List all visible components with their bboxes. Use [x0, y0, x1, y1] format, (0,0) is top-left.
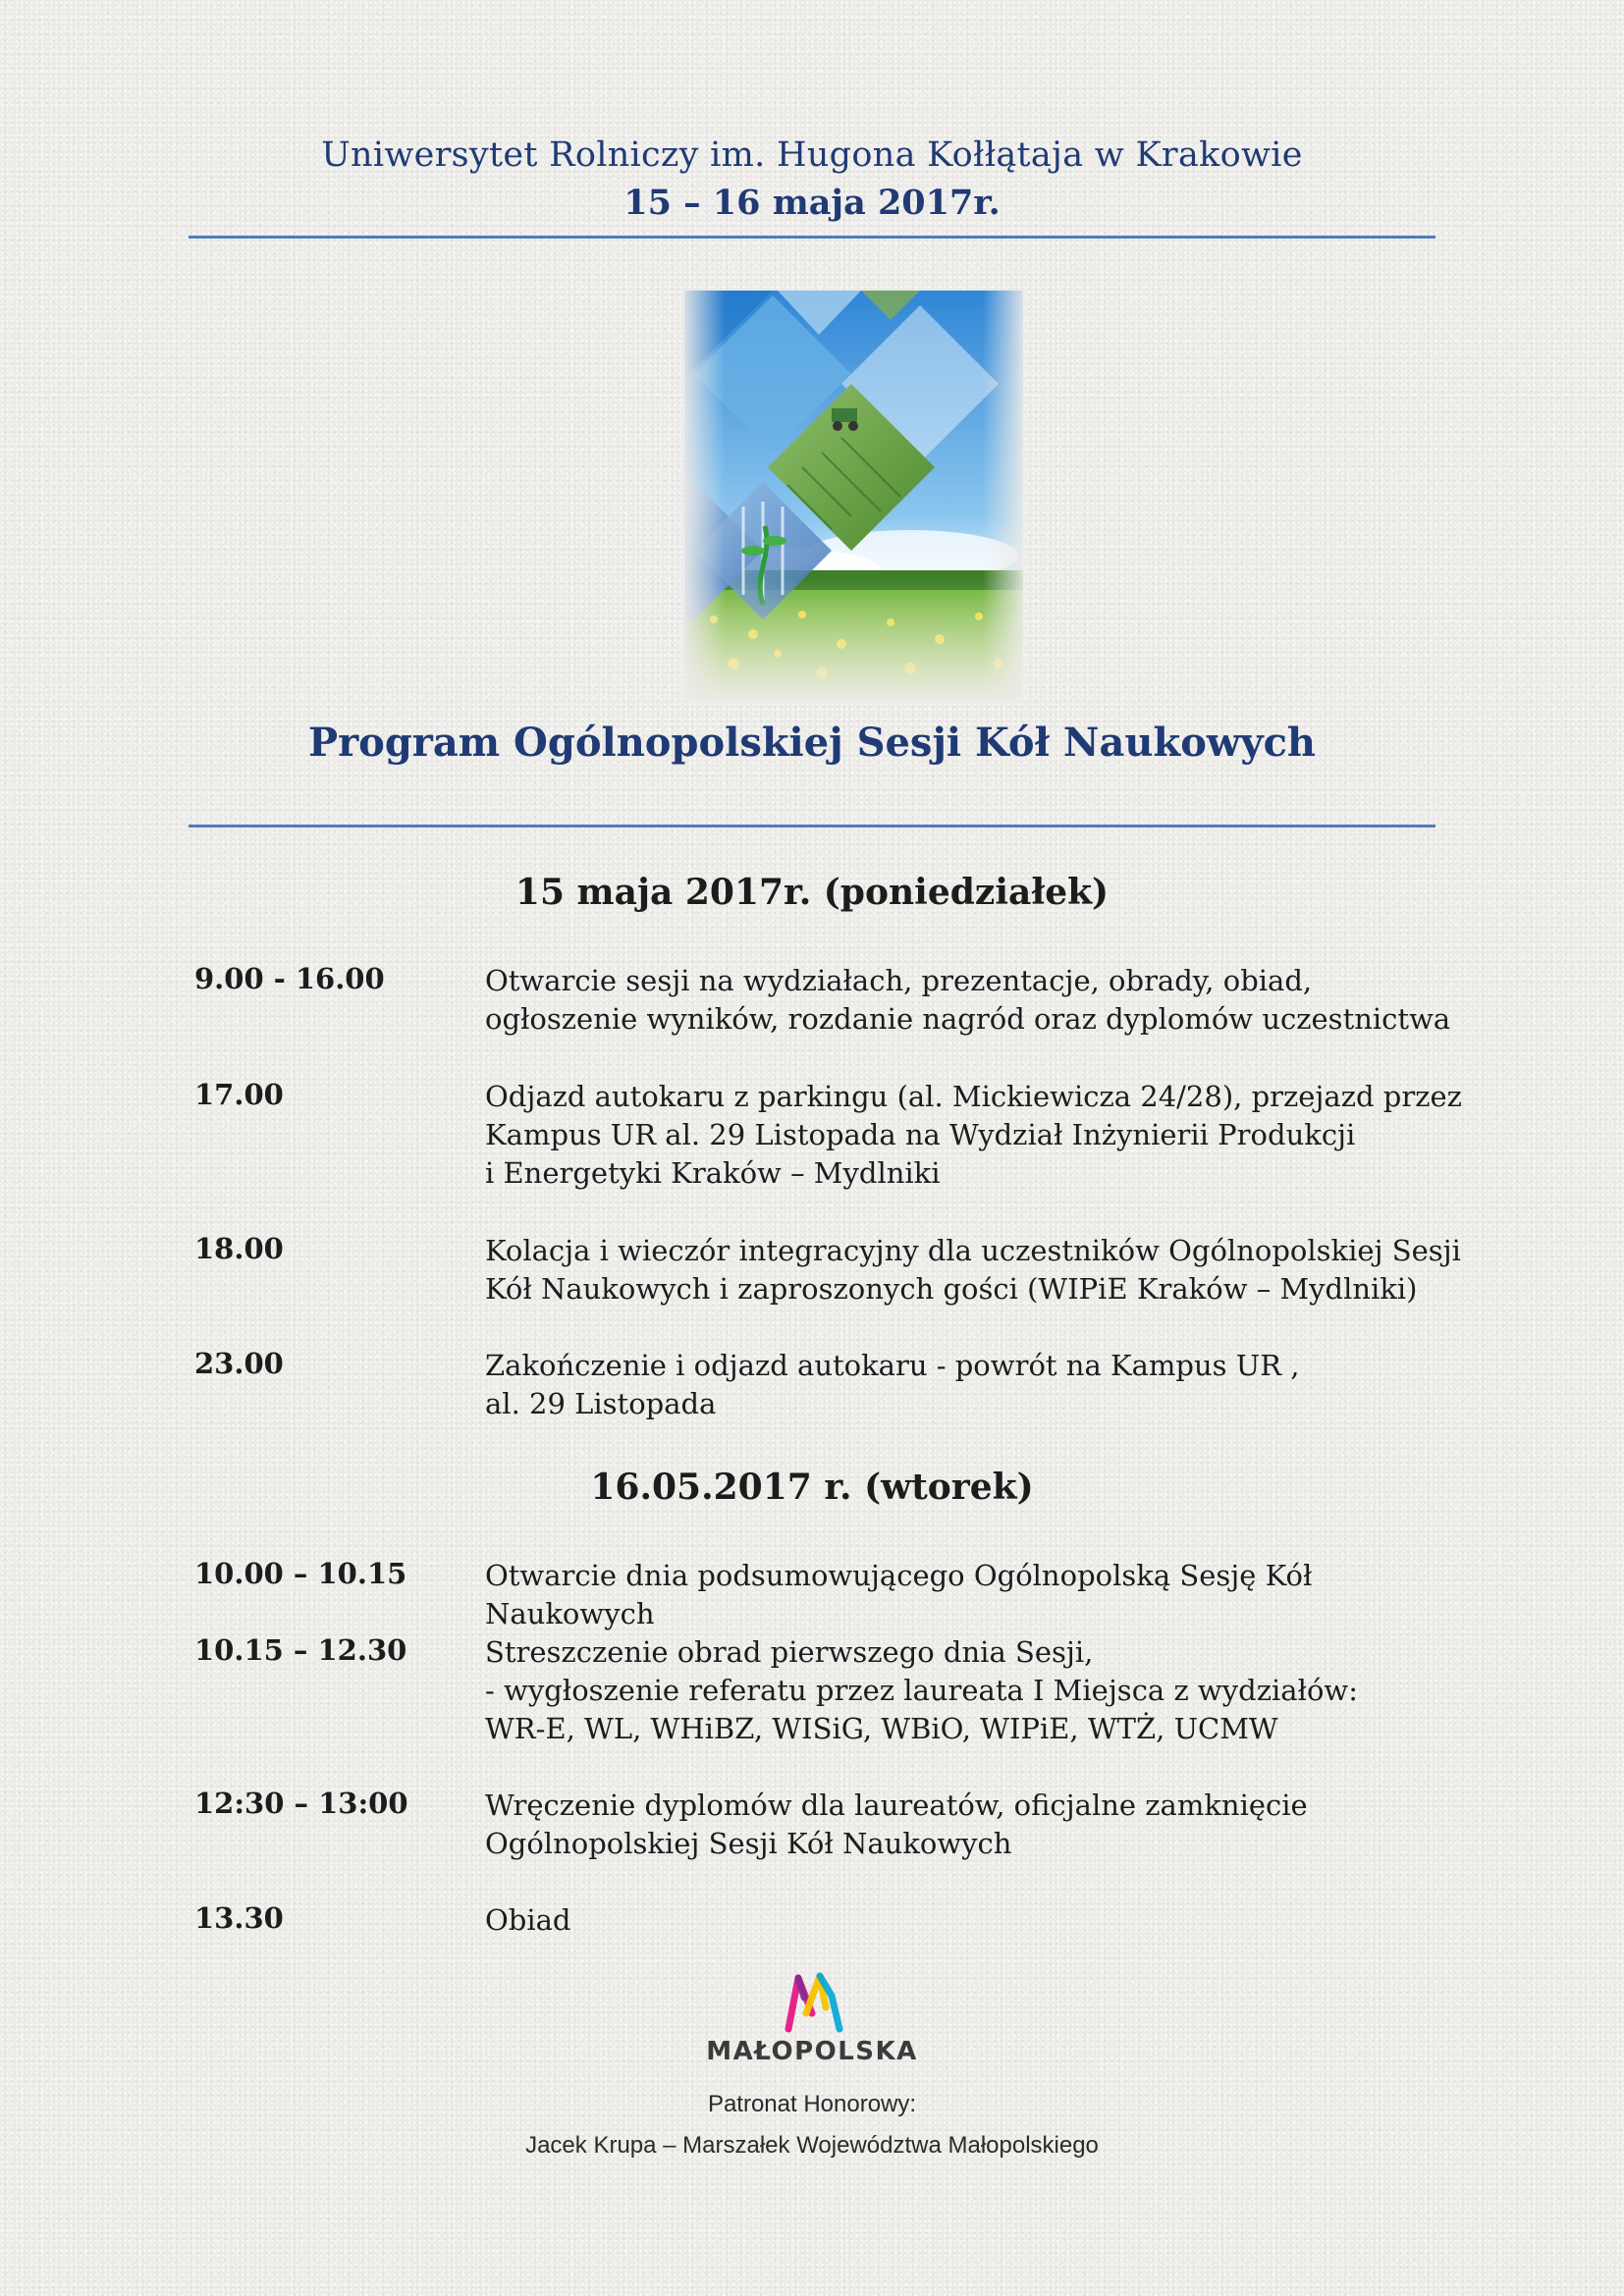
entry-description [485, 1078, 1467, 1193]
entry-line: Naukowych [485, 1597, 655, 1630]
entry-description [485, 1901, 1467, 1940]
entry-description [485, 1633, 1467, 1748]
event-dates: 15 – 16 maja 2017r. [623, 183, 1001, 223]
entry-line: Kół Naukowych i zaproszonych gości (WIPiE Kraków – Mydlniki) [485, 1272, 1418, 1306]
entry-time: 10.00 – 10.15 [194, 1557, 407, 1590]
title-divider [189, 825, 1435, 828]
logo-wordmark: MAŁOPOLSKA [706, 2037, 918, 2066]
entry-time: 23.00 [194, 1347, 284, 1380]
entry-time: 9.00 - 16.00 [194, 962, 385, 995]
entry-line: Ogólnopolskiej Sesji Kół Naukowych [485, 1827, 1012, 1860]
day-2-heading: 16.05.2017 r. (wtorek) [590, 1467, 1034, 1508]
patron-name: Jacek Krupa – Marszałek Województwa Małopolskiego [525, 2132, 1099, 2159]
entry-line: Otwarcie sesji na wydziałach, prezentacje, obrady, obiad, [485, 964, 1313, 997]
entry-line: Wręczenie dyplomów dla laureatów, oficjalne zamknięcie [485, 1789, 1308, 1822]
program-title: Program Ogólnopolskiej Sesji Kół Naukowych [307, 720, 1316, 766]
entry-line: - wygłoszenie referatu przez laureata I Miejsca z wydziałów: [485, 1674, 1359, 1707]
entry-time: 13.30 [194, 1901, 284, 1935]
entry-description [485, 1347, 1467, 1423]
entry-line: i Energetyki Kraków – Mydlniki [485, 1156, 941, 1190]
entry-description [485, 962, 1467, 1039]
entry-line: ogłoszenie wyników, rozdanie nagród oraz dyplomów uczestnictwa [485, 1002, 1451, 1036]
entry-line: Odjazd autokaru z parkingu (al. Mickiewicza 24/28), przejazd przez [485, 1080, 1462, 1113]
entry-line: Streszczenie obrad pierwszego dnia Sesji, [485, 1635, 1094, 1669]
entry-line: Zakończenie i odjazd autokaru - powrót na Kampus UR , [485, 1349, 1300, 1382]
entry-time: 18.00 [194, 1232, 284, 1265]
entry-line: Kolacja i wieczór integracyjny dla uczestników Ogólnopolskiej Sesji [485, 1234, 1461, 1267]
entry-time: 12:30 – 13:00 [194, 1787, 408, 1820]
entry-line: Kampus UR al. 29 Listopada na Wydział Inżynierii Produkcji [485, 1118, 1356, 1151]
malopolska-logo-icon [783, 1968, 845, 2037]
university-name: Uniwersytet Rolniczy im. Hugona Kołłątaja w Krakowie [321, 135, 1303, 175]
entry-line: Otwarcie dnia podsumowującego Ogólnopolską Sesję Kół [485, 1559, 1313, 1592]
entry-line: al. 29 Listopada [485, 1387, 717, 1420]
entry-description [485, 1232, 1467, 1308]
entry-line: Obiad [485, 1903, 571, 1937]
entry-line: WR-E, WL, WHiBZ, WISiG, WBiO, WIPiE, WTŻ, UCMW [485, 1712, 1278, 1745]
header-divider [189, 236, 1435, 239]
patron-label: Patronat Honorowy: [707, 2091, 917, 2117]
entry-time: 17.00 [194, 1078, 284, 1111]
entry-description [485, 1787, 1467, 1863]
entry-time: 10.15 – 12.30 [194, 1633, 407, 1667]
entry-description [485, 1557, 1467, 1633]
day-1-heading: 15 maja 2017r. (poniedziałek) [514, 872, 1110, 913]
agriculture-collage-image [684, 291, 1023, 703]
